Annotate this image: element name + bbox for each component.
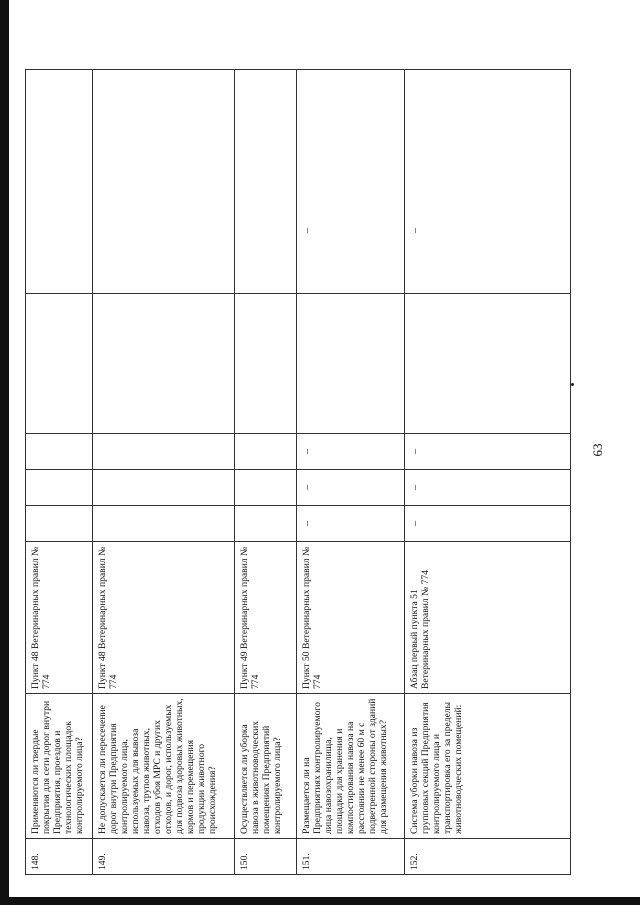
comment-cell <box>93 70 235 294</box>
answer-yes-cell <box>235 506 297 542</box>
scan-border-bottom <box>0 897 640 905</box>
row-number: 151. <box>297 839 405 875</box>
table-row <box>297 70 405 875</box>
note-cell <box>235 294 297 434</box>
row-number: 152. <box>405 839 571 875</box>
row-reference: Пункт 49 Ветеринарных правил № 774 <box>235 542 297 694</box>
row-question: Применяются ли твердые покрытия для сети дорог внутри Предприятия, проездов и технологических площадок контролируемого лица? <box>26 694 93 839</box>
answer-no-cell: – <box>297 470 405 506</box>
row-question: Не допускается ли пересечение дорог внутри Предприятия контролируемого лица, используемых для вывоза навоза, трупов животных, отходов убоя МРС и других отходов, и дорог, используемых для подвоза здоровых животных, кормов и перемещения продукции животного происхождения? <box>93 694 235 839</box>
checklist-table <box>25 69 571 875</box>
answer-na-cell: – <box>405 434 571 470</box>
note-cell <box>26 294 93 434</box>
answer-yes-cell <box>26 506 93 542</box>
page-number: 63 <box>590 443 605 457</box>
table-row <box>235 70 297 875</box>
answer-na-cell <box>26 434 93 470</box>
note-cell <box>405 294 571 434</box>
table-row <box>26 70 93 875</box>
answer-na-cell: – <box>297 434 405 470</box>
note-cell <box>93 294 235 434</box>
comment-cell: – <box>297 70 405 294</box>
answer-yes-cell: – <box>405 506 571 542</box>
row-reference: Пункт 50 Ветеринарных правил № 774 <box>297 542 405 694</box>
comment-cell <box>26 70 93 294</box>
answer-na-cell <box>235 434 297 470</box>
comment-cell <box>235 70 297 294</box>
answer-no-cell <box>235 470 297 506</box>
answer-yes-cell <box>93 506 235 542</box>
row-number: 150. <box>235 839 297 875</box>
row-reference: Пункт 48 Ветеринарных правил № 774 <box>26 542 93 694</box>
table-row <box>93 70 235 875</box>
row-question: Система уборки навоза из групповых секций Предприятия контролируемого лица и транспортировка его за пределы животноводческих помещений: <box>405 694 571 839</box>
answer-na-cell <box>93 434 235 470</box>
row-question: Размещается ли на Предприятиях контролируемого лица навозохранилища, площадки для хранения и компостирования навоза на расстоянии не менее 60 м с подветренной стороны от зданий для размещения животных? <box>297 694 405 839</box>
table-row <box>405 70 571 875</box>
answer-no-cell <box>93 470 235 506</box>
row-number: 149. <box>93 839 235 875</box>
note-cell <box>297 294 405 434</box>
document-page <box>25 20 620 885</box>
row-number: 148. <box>26 839 93 875</box>
row-question: Осуществляется ли уборка навоза в животноводческих помещениях Предприятий контролируемого лица? <box>235 694 297 839</box>
scan-border-left <box>0 0 9 905</box>
answer-no-cell: – <box>405 470 571 506</box>
comment-cell: – <box>405 70 571 294</box>
answer-yes-cell: – <box>297 506 405 542</box>
row-reference: Пункт 48 Ветеринарных правил № 774 <box>93 542 235 694</box>
row-reference: Абзац первый пункта 51 Ветеринарных правил № 774 <box>405 542 571 694</box>
answer-no-cell <box>26 470 93 506</box>
